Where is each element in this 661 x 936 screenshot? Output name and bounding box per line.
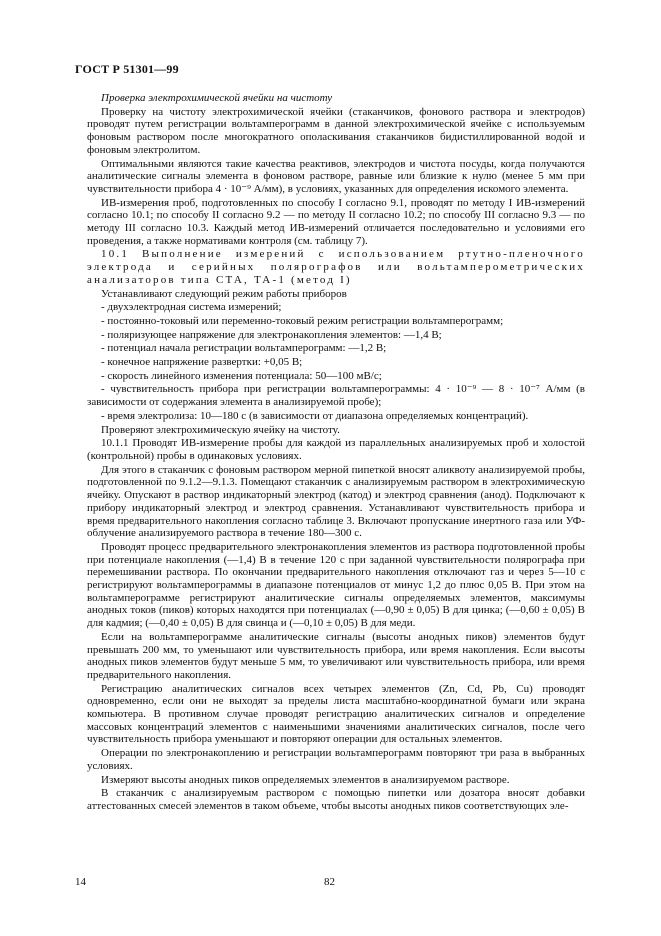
paragraph: Операции по электронакоплению и регистрации вольтамперограмм повторяют три раза в выбранных условиях. <box>87 747 585 772</box>
paragraph: - конечное напряжение развертки: +0,05 В; <box>101 356 303 369</box>
document-header: ГОСТ Р 51301—99 <box>75 62 179 76</box>
paragraph: - двухэлектродная система измерений; <box>101 301 282 314</box>
paragraph: 10.1.1 Проводят ИВ-измерение пробы для каждой из параллельных анализируемых проб и холостой (контрольной) пробы в одинаковых условиях. <box>87 437 585 462</box>
paragraph: - постоянно-токовый или переменно-токовый режим регистрации вольтамперограмм; <box>101 314 504 327</box>
paragraph: Измеряют высоты анодных пиков определяемых элементов в анализируемом растворе. <box>101 773 510 786</box>
paragraph: ИВ-измерения проб, подготовленных по способу I согласно 9.1, проводят по методу I ИВ-измерений согласно 10.1; по способу II согласно 9.2 — по методу II согласно 10.2; по способу III согласно 9.3 — по методу III согласно 10.3. Каждый метод ИВ-измерений отличается последовательно и условиями его проведения, а также нормативами контроля (см. таблицу 7). <box>87 196 585 247</box>
paragraph: Проводят процесс предварительного электронакопления элементов из раствора подготовленной пробы при потенциале накопления (—1,4) В в течение 120 с при заданной чувствительности полярографа при перемешивании раствора. По окончании предварительного накопления отключают газ и через 5—10 с регистрируют вольтамперограммы в диапазоне потенциалов от минус 1,2 до плюс 0,05 В. При этом на вольтамперограмме регистрируют аналитические сигналы определяемых элементов, максимумы анодных токов (пиков) которых находятся при потенциалах (—0,90 ± 0,05) В для цинка; (—0,60 ± 0,05) В для кадмия; (—0,40 ± 0,05) В для свинца и (—0,10 ± 0,05) В для меди. <box>87 540 585 630</box>
paragraph: Проверка электрохимической ячейки на чистоту <box>101 92 333 104</box>
paragraph: - скорость линейного изменения потенциала: 50—100 мВ/с; <box>101 369 382 382</box>
paragraph: - чувствительность прибора при регистрации вольтамперограммы: 4 · 10⁻⁹ — 8 · 10⁻⁷ А/мм (в зависимости от содержания элемента в анализируемой пробе); <box>87 383 585 409</box>
paragraph: Оптимальными являются такие качества реактивов, электродов и чистота посуды, когда получаются аналитические сигналы элемента в фоновом растворе, равные или близкие к нулю (менее 5 мм при чувствительности прибора 4 · 10⁻⁹ А/мм), в условиях, указанных для определения искомого элемента. <box>87 157 585 195</box>
paragraph: 10.1 Выполнение измерений с использованием ртутно-пленочного электрода и серийных полярографов или вольтамперометрических анализаторов типа СТА, ТА-1 (метод I) <box>87 248 585 286</box>
paragraph: - потенциал начала регистрации вольтамперограмм: —1,2 В; <box>101 342 387 355</box>
sheet-number: 82 <box>324 876 335 888</box>
paragraph: Для этого в стаканчик с фоновым раствором мерной пипеткой вносят аликвоту анализируемой пробы, подготовленной по 9.1.2—9.1.3. Помещают стаканчик с анализируемым раствором в электрохимическую ячейку. Опускают в раствор индикаторный электрод (катод) и электрод сравнения (анод). Подключают к прибору индикаторный электрод и электрод сравнения. Устанавливают чувствительность прибора и время предварительного накопления согласно таблице 3. Включают пропускание инертного газа или УФ-облучение анализируемого раствора в течение 180—300 с. <box>87 463 585 540</box>
document-body <box>87 92 585 814</box>
paragraph: В стаканчик с анализируемым раствором с помощью пипетки или дозатора вносят добавки аттестованных смесей элементов в таком объеме, чтобы высоты анодных пиков соответствующих эле- <box>87 787 585 812</box>
paragraph: Устанавливают следующий режим работы приборов <box>101 287 347 300</box>
page-number: 14 <box>75 876 86 888</box>
paragraph: Проверку на чистоту электрохимической ячейки (стаканчиков, фонового раствора и электродов) проводят путем регистрации вольтамперограмм в данной электрохимической ячейке с используемым фоновым раствором после многократного ополаскивания стаканчиков бидистиллированной водой и фоновым электролитом. <box>87 105 585 156</box>
paragraph: - поляризующее напряжение для электронакопления элементов: —1,4 В; <box>101 328 442 341</box>
paragraph: Если на вольтамперограмме аналитические сигналы (высоты анодных пиков) элементов будут превышать 200 мм, то уменьшают или чувствительность прибора, или время накопления. Если высоты анодных пиков элементов будут меньше 5 мм, то увеличивают или чувствительность прибора, или время предварительного накопления. <box>87 630 585 681</box>
paragraph: - время электролиза: 10—180 с (в зависимости от диапазона определяемых концентраций). <box>101 409 529 422</box>
paragraph: Регистрацию аналитических сигналов всех четырех элементов (Zn, Cd, Pb, Cu) проводят одновременно, если они не выходят за пределы листа масштабно-координатной бумаги или экрана компьютера. В противном случае проводят регистрацию аналитических сигналов и определение массовых концентраций элементов с наименьшими значениями аналитических сигналов, после чего чувствительность прибора уменьшают и повторяют операции для остальных элементов. <box>87 682 585 746</box>
paragraph: Проверяют электрохимическую ячейку на чистоту. <box>101 423 340 436</box>
